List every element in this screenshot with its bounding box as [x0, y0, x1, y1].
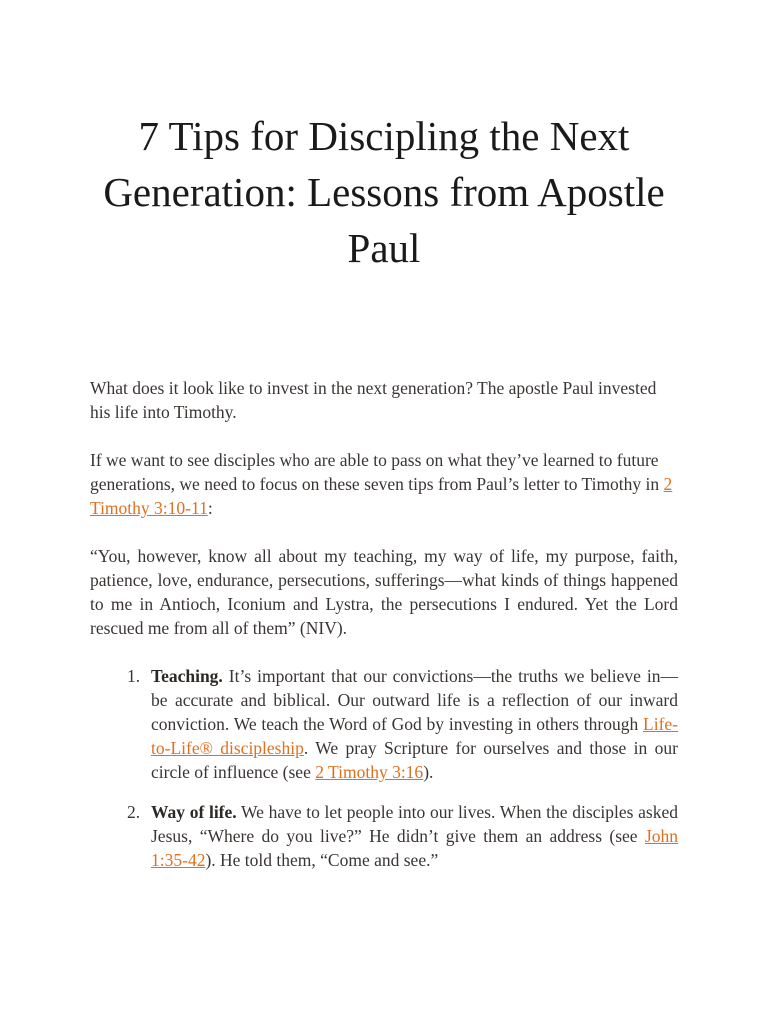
tip-text: ).: [423, 762, 434, 782]
tip-text: . We pray Scripture for ourselves and those in our circle of influence (see: [151, 738, 678, 782]
document-title: 7 Tips for Discipling the Next Generation: Lessons from Apostle Paul: [103, 113, 665, 271]
scripture-link-john-1-35[interactable]: John 1:35-42: [151, 826, 678, 870]
focus-paragraph: [90, 448, 678, 520]
scripture-link-2-timothy-3-10[interactable]: 2 Timothy 3:10-11: [90, 474, 673, 518]
intro-paragraph: What does it look like to invest in the next generation? The apostle Paul invested his life into Timothy.: [90, 378, 657, 422]
tip-heading: Teaching.: [151, 666, 223, 686]
list-item-number: 1.: [127, 666, 141, 686]
scripture-link-2-timothy-3-16[interactable]: 2 Timothy 3:16: [315, 762, 424, 782]
list-item: [127, 664, 678, 784]
tip-text: We have to let people into our lives. When the disciples asked Jesus, “Where do you live?” He didn’t give them an address (see: [151, 802, 678, 846]
tip-text: ). He told them, “Come and see.”: [205, 850, 439, 870]
focus-paragraph-text: If we want to see disciples who are able to pass on what they’ve learned to future generations, we need to focus on these seven tips from Paul’s letter to Timothy in: [90, 450, 664, 494]
tip-text: It’s important that our convictions—the truths we believe in—be accurate and biblical. Our outward life is a reflection of our inward conviction. We teach the Word of God by investing in others through: [151, 666, 678, 734]
tip-heading: Way of life.: [151, 802, 237, 822]
document-body: [90, 376, 678, 888]
life-to-life-discipleship-link[interactable]: Life-to-Life® discipleship: [151, 714, 678, 758]
scripture-quote: “You, however, know all about my teaching, my way of life, my purpose, faith, patience, love, endurance, persecutions, sufferings—what kinds of things happened to me in Antioch, Iconium and Lystra, the persecutions I endured. Yet the Lord rescued me from all of them” (NIV).: [90, 546, 678, 638]
list-item: [127, 800, 678, 872]
tips-list: [90, 664, 678, 872]
list-item-number: 2.: [127, 802, 141, 822]
focus-paragraph-colon: :: [207, 498, 213, 518]
